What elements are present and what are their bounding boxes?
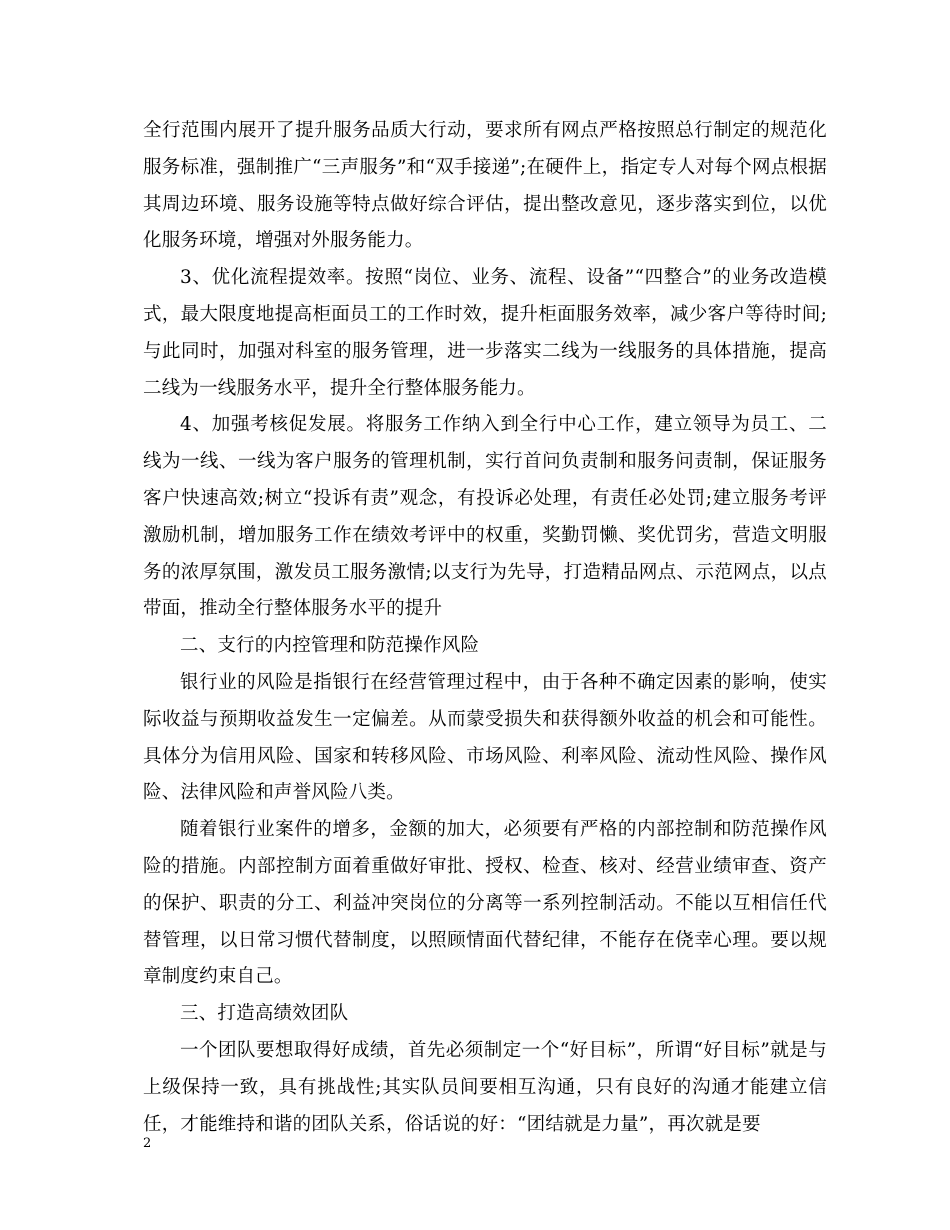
paragraph-continuation: 全行范围内展开了提升服务品质大行动，要求所有网点严格按照总行制定的规范化服务标准，强制推广“三声服务”和“双手接递”;在硬件上，指定专人对每个网点根据其周边环境、服务设施等特点做好综合评估，提出整改意见，逐步落实到位，以优化服务环境，增强对外服务能力。 bbox=[143, 120, 827, 252]
section-heading-3: 三、打造高绩效团队 bbox=[180, 1003, 349, 1025]
section-heading-2: 二、支行的内控管理和防范操作风险 bbox=[180, 635, 480, 657]
paragraph-internal-control: 随着银行业案件的增多，金额的加大，必须要有严格的内部控制和防范操作风险的措施。内部控制方面着重做好审批、授权、检查、核对、经营业绩审查、资产的保护、职责的分工、利益冲突岗位的分离等一系列控制活动。不能以互相信任代替管理，以日常习惯代替制度，以照顾情面代替纪律，不能存在侥幸心理。要以规章制度约束自己。 bbox=[143, 819, 827, 988]
paragraph-risk-definition: 银行业的风险是指银行在经营管理过程中，由于各种不确定因素的影响，使实际收益与预期收益发生一定偏差。从而蒙受损失和获得额外收益的机会和可能性。具体分为信用风险、国家和转移风险、市场风险、利率风险、流动性风险、操作风险、法律风险和声誉风险八类。 bbox=[143, 671, 827, 804]
page-number: 2 bbox=[143, 1136, 152, 1151]
paragraph-team: 一个团队要想取得好成绩，首先必须制定一个“好目标”，所谓“好目标”就是与上级保持一致，具有挑战性;其实队员间要相互沟通，只有良好的沟通才能建立信任，才能维持和谐的团队关系，俗话说的好：“团结就是力量”，再次就是要 bbox=[143, 1039, 827, 1135]
document-body bbox=[143, 113, 827, 1143]
paragraph-item-3: 3、优化流程提效率。按照“岗位、业务、流程、设备”“四整合”的业务改造模式，最大限度地提高柜面员工的工作时效，提升柜面服务效率，减少客户等待时间;与此同时，加强对科室的服务管理，进一步落实二线为一线服务的具体措施，提高二线为一线服务水平，提升全行整体服务能力。 bbox=[143, 267, 827, 399]
paragraph-item-4: 4、加强考核促发展。将服务工作纳入到全行中心工作，建立领导为员工、二线为一线、一线为客户服务的管理机制，实行首问负责制和服务问责制，保证服务客户快速高效;树立“投诉有责”观念，有投诉必处理，有责任必处罚;建立服务考评激励机制，增加服务工作在绩效考评中的权重，奖勤罚懒、奖优罚劣，营造文明服务的浓厚氛围，激发员工服务激情;以支行为先导，打造精品网点、示范网点，以点带面，推动全行整体服务水平的提升 bbox=[143, 414, 827, 620]
